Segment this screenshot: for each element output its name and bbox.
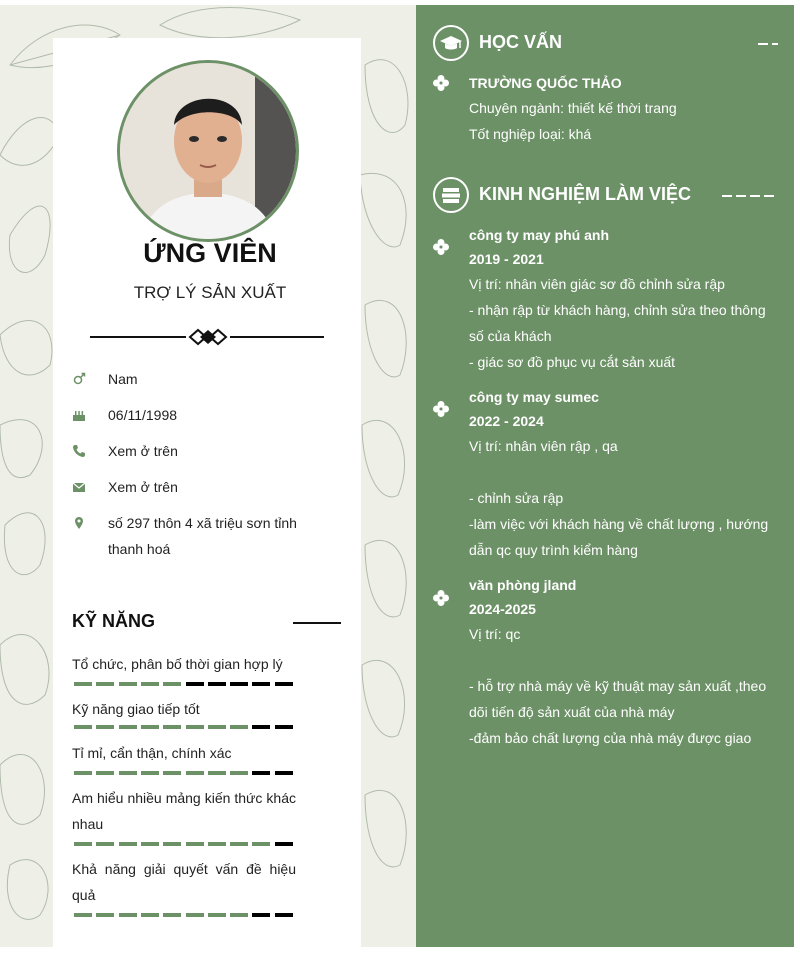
flower-bullet-icon bbox=[432, 74, 450, 92]
skill-level-filled bbox=[119, 682, 137, 686]
skill-level-filled bbox=[230, 725, 248, 729]
job-company: văn phòng jland bbox=[469, 577, 577, 593]
skill-name: Tỉ mỉ, cẩn thận, chính xác bbox=[72, 745, 232, 761]
birthday-cake-icon bbox=[72, 408, 86, 422]
skill-level-filled bbox=[119, 842, 137, 846]
skill-level-empty bbox=[275, 842, 293, 846]
job-detail: số của khách bbox=[469, 328, 552, 344]
skill-name: Tổ chức, phân bố thời gian hợp lý bbox=[72, 656, 283, 672]
skill-level-empty bbox=[230, 682, 248, 686]
skill-level-filled bbox=[141, 913, 159, 917]
skill-level-empty bbox=[252, 771, 270, 775]
flower-bullet-icon bbox=[432, 238, 450, 256]
skill-name: Am hiểu nhiều mảng kiến thức khác nhau bbox=[72, 790, 296, 832]
skill-level-filled bbox=[163, 913, 181, 917]
skill-level-filled bbox=[163, 725, 181, 729]
skill-level-filled bbox=[74, 682, 92, 686]
job-position: Vị trí: nhân viên rập , qa bbox=[469, 438, 618, 454]
gender-text: Nam bbox=[108, 371, 138, 387]
skill-level-filled bbox=[96, 725, 114, 729]
job-period: 2022 - 2024 bbox=[469, 413, 544, 429]
skill-level-filled bbox=[252, 842, 270, 846]
skill-level-filled bbox=[96, 771, 114, 775]
school-name: TRƯỜNG QUỐC THẢO bbox=[469, 75, 622, 91]
flower-bullet-icon bbox=[432, 589, 450, 607]
education-grade: Tốt nghiệp loại: khá bbox=[469, 126, 592, 142]
job-detail: - hỗ trợ nhà máy về kỹ thuật may sản xuất ,theo bbox=[469, 678, 767, 694]
experience-heading-dash bbox=[722, 195, 778, 197]
job-position: Vị trí: qc bbox=[469, 626, 521, 642]
skill-level-filled bbox=[141, 842, 159, 846]
education-heading-dash bbox=[758, 43, 778, 45]
skill-level-filled bbox=[186, 913, 204, 917]
skill-level-filled bbox=[119, 725, 137, 729]
skills-heading-rule bbox=[293, 622, 341, 624]
skill-level-filled bbox=[119, 913, 137, 917]
job-company: công ty may sumec bbox=[469, 389, 599, 405]
profile-photo bbox=[117, 60, 299, 242]
skill-level-empty bbox=[275, 771, 293, 775]
address-text: số 297 thôn 4 xã triệu sơn tỉnh thanh hoá bbox=[108, 515, 297, 557]
skill-level-filled bbox=[141, 725, 159, 729]
job-detail: - chỉnh sửa rập bbox=[469, 490, 564, 506]
map-marker-icon bbox=[72, 516, 86, 530]
skill-level-filled bbox=[186, 842, 204, 846]
skill-level-filled bbox=[96, 842, 114, 846]
job-position: Vị trí: nhân viên giác sơ đồ chỉnh sửa rập bbox=[469, 276, 725, 292]
job-detail: -làm việc với khách hàng về chất lượng , hướng bbox=[469, 516, 769, 532]
skill-level-filled bbox=[163, 842, 181, 846]
phone-icon bbox=[72, 444, 86, 458]
email-text: Xem ở trên bbox=[108, 479, 178, 495]
skill-level-filled bbox=[208, 842, 226, 846]
skill-name: Khả năng giải quyết vấn đề hiệu quả bbox=[72, 861, 296, 903]
skill-level-filled bbox=[74, 842, 92, 846]
skill-level-empty bbox=[275, 725, 293, 729]
skill-level-filled bbox=[230, 771, 248, 775]
skills-heading: KỸ NĂNG bbox=[72, 611, 156, 631]
skill-level-filled bbox=[74, 725, 92, 729]
skill-level-filled bbox=[208, 771, 226, 775]
job-period: 2024-2025 bbox=[469, 601, 536, 617]
skill-level-filled bbox=[96, 913, 114, 917]
skill-name: Kỹ năng giao tiếp tốt bbox=[72, 701, 200, 717]
education-heading: HỌC VẤN bbox=[479, 32, 563, 52]
job-detail: -đảm bảo chất lượng của nhà máy được giao bbox=[469, 730, 752, 746]
job-detail: dõi tiến độ sản xuất của nhà máy bbox=[469, 704, 675, 720]
skill-level-filled bbox=[186, 725, 204, 729]
skill-level-empty bbox=[275, 682, 293, 686]
experience-heading: KINH NGHIỆM LÀM VIỆC bbox=[479, 184, 692, 204]
job-period: 2019 - 2021 bbox=[469, 251, 544, 267]
skill-level-filled bbox=[230, 913, 248, 917]
skill-level-filled bbox=[230, 842, 248, 846]
skill-level-empty bbox=[252, 913, 270, 917]
flower-bullet-icon bbox=[432, 400, 450, 418]
skill-level-filled bbox=[74, 913, 92, 917]
skill-level-empty bbox=[275, 913, 293, 917]
candidate-title: TRỢ LÝ SẢN XUẤT bbox=[133, 283, 287, 302]
avatar-illustration bbox=[120, 63, 296, 239]
job-company: công ty may phú anh bbox=[469, 227, 610, 243]
skill-level-filled bbox=[141, 682, 159, 686]
skill-level-filled bbox=[141, 771, 159, 775]
book-stack-icon bbox=[433, 177, 469, 213]
skill-level-filled bbox=[163, 682, 181, 686]
gender-icon bbox=[72, 372, 86, 386]
ornament-divider bbox=[90, 321, 326, 353]
graduation-cap-icon bbox=[433, 25, 469, 61]
job-detail: - giác sơ đồ phục vụ cắt sản xuất bbox=[469, 354, 676, 370]
skill-level-filled bbox=[163, 771, 181, 775]
envelope-icon bbox=[72, 480, 86, 494]
skill-level-filled bbox=[119, 771, 137, 775]
skill-level-empty bbox=[208, 682, 226, 686]
birthday-text: 06/11/1998 bbox=[108, 407, 178, 423]
skill-level-empty bbox=[252, 682, 270, 686]
skill-level-filled bbox=[186, 771, 204, 775]
phone-text: Xem ở trên bbox=[108, 443, 178, 459]
skill-level-filled bbox=[208, 725, 226, 729]
education-major: Chuyên ngành: thiết kế thời trang bbox=[469, 100, 677, 116]
skill-level-filled bbox=[96, 682, 114, 686]
skill-level-filled bbox=[208, 913, 226, 917]
skill-level-empty bbox=[186, 682, 204, 686]
job-detail: - nhận rập từ khách hàng, chỉnh sửa theo thông bbox=[469, 302, 766, 318]
candidate-name: ỨNG VIÊN bbox=[143, 238, 277, 268]
job-detail: dẫn qc quy trình kiểm hàng bbox=[469, 542, 638, 558]
skill-level-empty bbox=[252, 725, 270, 729]
skill-level-filled bbox=[74, 771, 92, 775]
